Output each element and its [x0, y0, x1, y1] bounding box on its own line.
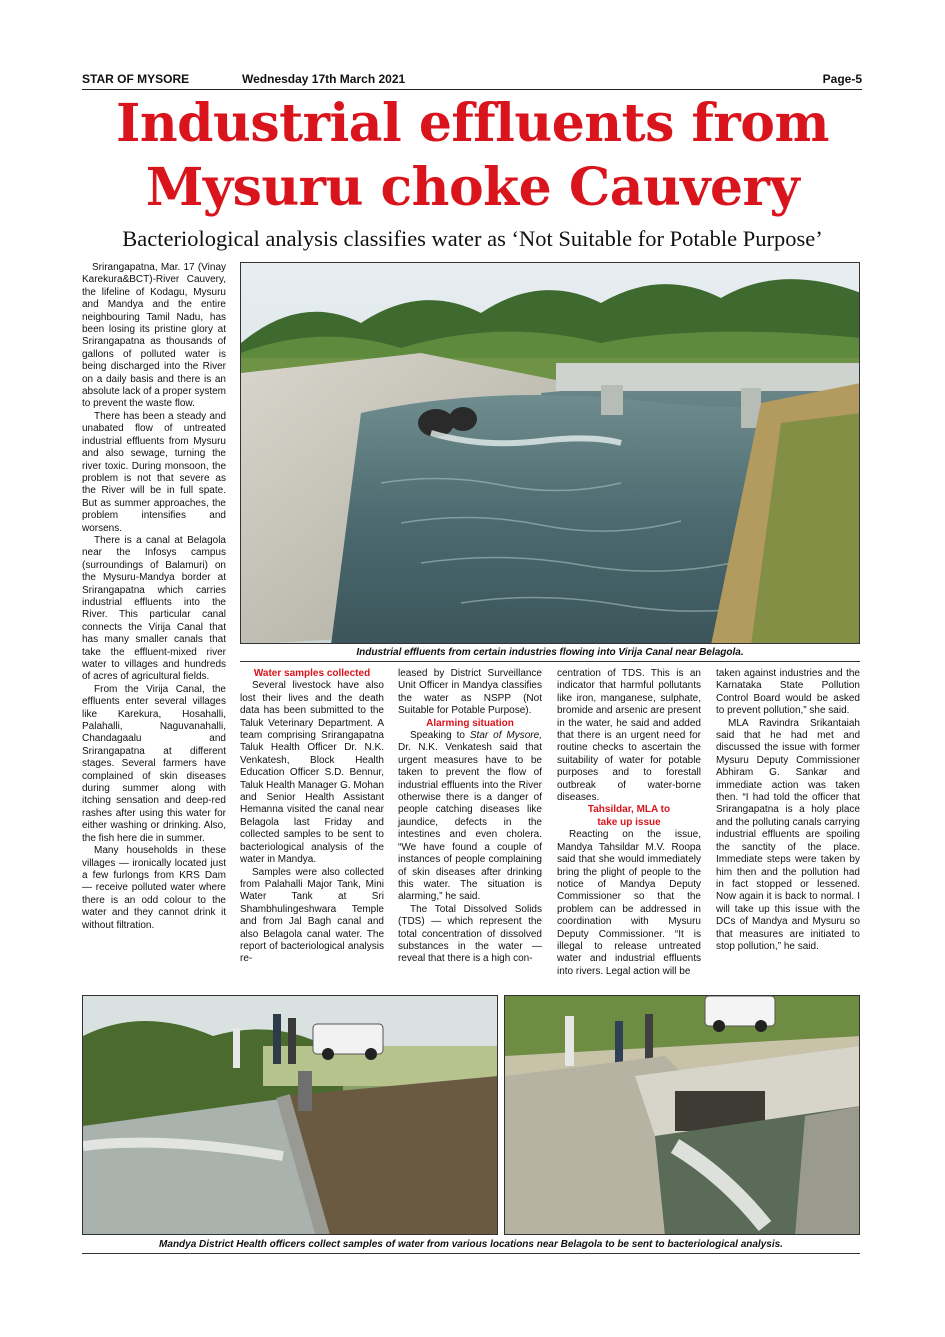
- paragraph: Several livestock have also lost their lives and the death data has been submitted to the Taluk Veterinary Department. A team comprising Srirangapatna Taluk Health Officer Dr. N.K. Venkatesh, Block Health Education Officer S.D. Bennur, Taluk Health Manager G. Mohan and Senior Health Assistant Hemanna visited the canal near Belagola last Friday and collected samples to be sent to bacteriological analysis of the water in Mandya.: [240, 680, 384, 866]
- canal-photo-illustration: [241, 263, 860, 644]
- section-heading: [557, 804, 701, 829]
- main-photo-caption: Industrial effluents from certain industries flowing into Virija Canal near Belagola.: [356, 647, 744, 658]
- article-column-2: [240, 668, 384, 966]
- section-heading: Water samples collected: [253, 668, 371, 679]
- article-column-4: [557, 668, 701, 978]
- headline: [60, 92, 885, 220]
- paragraph: The Total Dissolved Solids (TDS) — which represent the total concentration of dissolved substances in the water — reveal that there is a high con-: [398, 903, 542, 965]
- paragraph-part: Dr. N.K. Venkatesh said that urgent measures have to be taken to prevent the flow of industrial effluents into the River otherwise there is a danger of people catching diseases like jaundice, defects in the intestines and even cholera. “We have found a couple of instances of people complaining of skin diseases after drinking this water. The situation is alarming,” he said.: [398, 742, 542, 903]
- paragraph: MLA Ravindra Srikantaiah said that he had met and discussed the issue with former Mysuru Deputy Commissioner Abhiram G. Sankar and immediate action was taken then. “I had told the officer that Srirangapatna is a holy place and the polluting canals carrying industrial effluents are spoiling the sanctity of the place. Immediate steps were taken by him then and the pollution had in fact stopped or lessened. Now again it is back to normal. I will take up this issue with the DCs of Mandya and Mysuru so that measures are initiated to stop pollution,” he said.: [716, 717, 860, 952]
- paragraph-part: Speaking to: [410, 730, 470, 742]
- issue-date: Wednesday 17th March 2021: [242, 72, 406, 86]
- sample-collection-photo-left: [82, 995, 498, 1235]
- bottom-caption-rule: [82, 1253, 860, 1254]
- paragraph: Reacting on the issue, Mandya Tahsildar M.V. Roopa said that she would immediately bring the plight of people to the notice of Mandya Deputy Commissioner so that the problem can be addressed in coordination with Mysuru Deputy Commissioner. “It is illegal to release untreated water and industrial effluents into rivers. Legal action will be: [557, 829, 701, 977]
- bottom-photos-caption: Mandya District Health officers collect samples of water from various locations near Belagola to be sent to bacteriological analysis.: [159, 1239, 783, 1250]
- paragraph: centration of TDS. This is an indicator that harmful pollutants like iron, manganese, sulphate, bromide and arsenic are present in the water, he said and added that there is an urgent need for routine checks to ascertain the suitability of water for potable purposes and to forestall outbreak of water-borne diseases.: [557, 668, 701, 804]
- paragraph: taken against industries and the Karnataka State Pollution Control Board would be asked to prevent pollution,” she said.: [716, 668, 860, 717]
- headline-line-1: Industrial effluents from: [116, 93, 829, 154]
- section-heading: Alarming situation: [426, 717, 514, 729]
- newspaper-name: STAR OF MYSORE: [82, 72, 190, 86]
- paragraph: Many households in these villages — ironically located just a few furlongs from KRS Dam — receive polluted water where there is an odd colour to the water and they cannot drink it without filtration.: [82, 845, 226, 931]
- headline-line-2: Mysuru choke Cauvery: [145, 157, 800, 218]
- sample-collection-illustration-right: [505, 996, 860, 1235]
- subheadline: Bacteriological analysis classifies water as ‘Not Suitable for Potable Purpose’: [122, 226, 823, 251]
- masthead-rule: [82, 89, 862, 90]
- paragraph: There has been a steady and unabated flow of untreated industrial effluents from Mysuru and also sewage, turning the river toxic. During monsoon, the problem is not that severe as the River will be in full spate. But as summer approaches, the problem intensifies and worsens.: [82, 410, 226, 534]
- paragraph: leased by District Surveillance Unit Officer in Mandya classifies the water as NSPP (Not Suitable for Potable Purpose).: [398, 668, 542, 717]
- newspaper-reference: Star of Mysore,: [469, 730, 542, 742]
- masthead: [82, 72, 862, 88]
- sample-collection-illustration-left: [83, 996, 498, 1235]
- caption-rule: [240, 661, 860, 662]
- page-number: Page-5: [822, 72, 862, 86]
- article-column-1: [82, 262, 226, 932]
- canal-effluent-photo: [240, 262, 860, 644]
- paragraph: There is a canal at Belagola near the Infosys campus (surroundings of Balamuri) on the Mysuru-Mandya border at Srirangapatna which carries industrial effluents into the River. This particular canal connects the Virija Canal that has many smaller canals that take the effluent-mixed river water to villages and hundreds of acres of agricultural fields.: [82, 534, 226, 683]
- section-heading-line-1: Tahsildar, MLA to: [587, 804, 671, 816]
- paragraph: Samples were also collected from Palahalli Major Tank, Mini Water Tank at Sri Shambhulingeshwara Temple and from Jal Bagh canal and also Belagola canal water. The report of bacteriological analysis re-: [240, 866, 384, 965]
- paragraph: From the Virija Canal, the effluents enter several villages like Karekura, Hosahalli, Palahalli, Naguvanahalli, Chandagaalu and Srirangapatna at different stages. Several farmers have complained of skin diseases during summer along with itching sensation and deep-red rashes after using this water for either washing or drinking. Also, the fish here die in summer.: [82, 683, 226, 844]
- article-column-3: [398, 668, 542, 966]
- paragraph: Srirangapatna, Mar. 17 (Vinay Karekura&BCT)-River Cauvery, the lifeline of Kodagu, Mysuru and Mandya and the entire neighbouring Tamil Nadu, has been losing its pristine glory at Srirangapatna as thousands of gallons of polluted water is being discharged into the River on a daily basis and there is an absolute lack of a proper system to prevent the waste flow.: [82, 262, 226, 410]
- paragraph: [398, 730, 542, 904]
- article-column-5: [716, 668, 860, 953]
- sample-collection-photo-right: [504, 995, 860, 1235]
- section-heading-line-2: take up issue: [597, 816, 661, 828]
